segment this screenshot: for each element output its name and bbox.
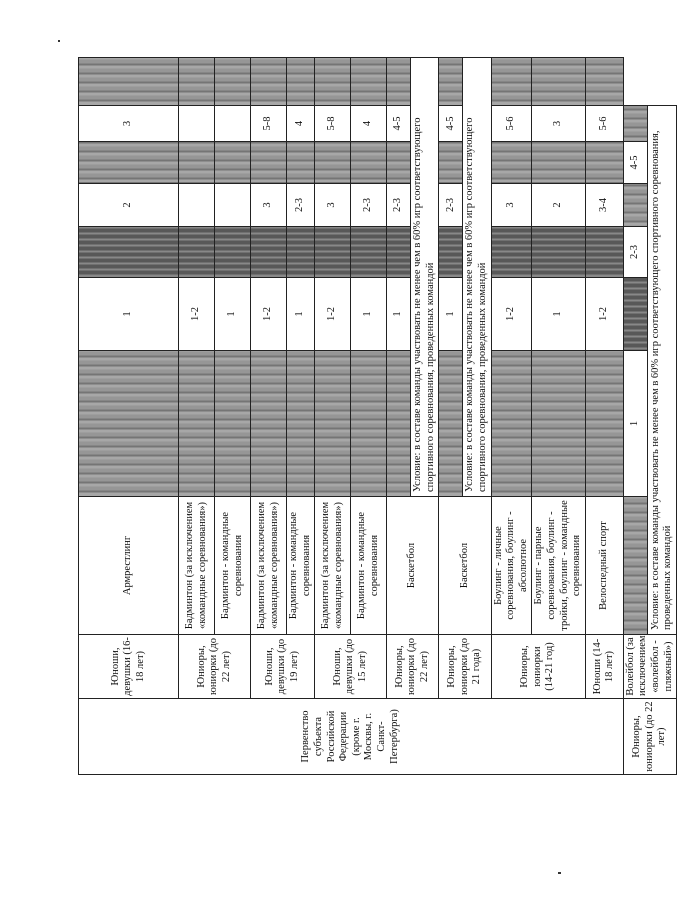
table-row (585, 58, 623, 775)
scan-speck (58, 40, 60, 42)
place-cell: 4 (351, 106, 387, 142)
shaded-cell (623, 184, 648, 227)
table-row (315, 58, 351, 775)
place-cell: 1-2 (179, 278, 215, 351)
condition-cell: Условие: в составе команды участвовать не менее чем в 60% игр соответствующего спортивного соревнования, проведенных командой (463, 58, 491, 497)
rotated-table-area (78, 58, 674, 775)
shaded-cell (351, 142, 387, 184)
place-cell: 2 (79, 184, 179, 227)
shaded-cell (215, 351, 251, 497)
place-cell: 2-3 (287, 184, 315, 227)
group-cell: Юниоры, юниорки (до 21 года) (439, 635, 491, 699)
table-row (387, 58, 411, 775)
shaded-cell (287, 351, 315, 497)
group-cell: Юниоры, юниорки (14-21 год) (491, 635, 585, 699)
place-cell: 5-8 (315, 106, 351, 142)
shaded-cell (251, 227, 287, 278)
shaded-cell (179, 227, 215, 278)
discipline-cell: Бадминтон - командные соревнования (287, 497, 315, 635)
discipline-cell: Волейбол (за исключением «волейбол - пляжный») (623, 635, 676, 699)
place-cell: 1 (351, 278, 387, 351)
discipline-cell: Боулинг - парные соревнования, боулинг - тройки, боулинг - командные соревнования (532, 497, 585, 635)
place-cell: 3 (532, 106, 585, 142)
place-cell: 2 (532, 184, 585, 227)
shaded-cell (251, 142, 287, 184)
shaded-cell (439, 58, 463, 106)
place-cell: 5-6 (491, 106, 532, 142)
shaded-cell (215, 227, 251, 278)
group-cell: Юноши, девушки (до 15 лет) (315, 635, 387, 699)
group-cell: Юноши (14-18 лет) (585, 635, 623, 699)
shaded-cell (387, 351, 411, 497)
sports-qualification-table (78, 57, 677, 775)
shaded-cell (623, 106, 648, 142)
group-cell: Юниоры, юниорки (до 22 лет) (623, 699, 676, 775)
shaded-cell (585, 351, 623, 497)
discipline-cell: Бадминтон (за исключением «командные соревнования») (179, 497, 215, 635)
place-cell: 1 (532, 278, 585, 351)
shaded-cell (315, 58, 351, 106)
group-cell: Юноши, девушки (16-18 лет) (79, 635, 179, 699)
shaded-cell (79, 58, 179, 106)
shaded-cell (387, 227, 411, 278)
group-cell: Юноши, девушки (до 19 лет) (251, 635, 315, 699)
place-cell: 1 (623, 351, 648, 497)
shaded-cell (179, 142, 215, 184)
region-cell: Первенство субъекта Российской Федерации (кроме г. Москвы, г. Санкт-Петербурга) (79, 699, 624, 775)
place-cell: 1-2 (491, 278, 532, 351)
place-cell: 3 (315, 184, 351, 227)
shaded-cell (79, 142, 179, 184)
shaded-cell (532, 58, 585, 106)
discipline-cell: Бадминтон (за исключением «командные соревнования») (251, 497, 287, 635)
shaded-cell (179, 351, 215, 497)
place-cell: 2-3 (351, 184, 387, 227)
table-row (179, 58, 215, 775)
place-cell: 1-2 (251, 278, 287, 351)
shaded-cell (215, 142, 251, 184)
place-cell: 5-8 (251, 106, 287, 142)
place-cell (179, 184, 215, 227)
shaded-cell (532, 227, 585, 278)
group-cell: Юниоры, юниорки (до 22 лет) (387, 635, 439, 699)
shaded-cell (79, 227, 179, 278)
scan-speck (558, 872, 561, 874)
place-cell: 3 (251, 184, 287, 227)
shaded-cell (351, 58, 387, 106)
shaded-cell (532, 351, 585, 497)
shaded-cell (439, 142, 463, 184)
place-cell: 2-3 (387, 184, 411, 227)
shaded-cell (585, 142, 623, 184)
shaded-cell (287, 58, 315, 106)
place-cell: 2-3 (439, 184, 463, 227)
discipline-cell: Бадминтон (за исключением «командные соревнования») (315, 497, 351, 635)
shaded-cell (179, 58, 215, 106)
place-cell: 3 (491, 184, 532, 227)
table-row (79, 58, 179, 775)
place-cell: 4-5 (387, 106, 411, 142)
table-row (491, 58, 532, 775)
shaded-cell (387, 58, 411, 106)
table-rotator (78, 58, 674, 775)
place-cell: 1 (387, 278, 411, 351)
shaded-cell (79, 351, 179, 497)
discipline-cell: Армрестлинг (79, 497, 179, 635)
shaded-cell (315, 142, 351, 184)
place-cell: 1 (215, 278, 251, 351)
shaded-cell (315, 351, 351, 497)
place-cell (179, 106, 215, 142)
condition-cell: Условие: в составе команды участвовать не менее чем в 60% игр соответствующего спортивного соревнования, проведенных командой (411, 58, 439, 497)
discipline-cell: Баскетбол (387, 497, 439, 635)
place-cell (215, 184, 251, 227)
shaded-cell (585, 58, 623, 106)
shaded-cell (251, 58, 287, 106)
shaded-cell (251, 351, 287, 497)
place-cell: 4-5 (623, 142, 648, 184)
place-cell (215, 106, 251, 142)
place-cell: 4-5 (439, 106, 463, 142)
discipline-cell: Баскетбол (439, 497, 491, 635)
place-cell: 3 (79, 106, 179, 142)
shaded-cell (439, 351, 463, 497)
place-cell: 2-3 (623, 227, 648, 278)
discipline-cell: Бадминтон - командные соревнования (351, 497, 387, 635)
shaded-cell (387, 142, 411, 184)
shaded-cell (623, 497, 648, 635)
table-row (623, 58, 648, 775)
shaded-cell (351, 351, 387, 497)
shaded-cell (351, 227, 387, 278)
table-row (251, 58, 287, 775)
discipline-cell: Велоспедный спорт (585, 497, 623, 635)
place-cell: 3-4 (585, 184, 623, 227)
shaded-cell (491, 142, 532, 184)
shaded-cell (532, 142, 585, 184)
shaded-cell (585, 227, 623, 278)
shaded-cell (287, 142, 315, 184)
place-cell: 1-2 (315, 278, 351, 351)
shaded-cell (439, 227, 463, 278)
discipline-cell: Боулинг - личные соревнования, боулинг - абсолютное (491, 497, 532, 635)
shaded-cell (215, 58, 251, 106)
place-cell: 4 (287, 106, 315, 142)
place-cell: 1-2 (585, 278, 623, 351)
condition-cell: Условие: в составе команды участвовать не менее чем в 60% игр соответствующего спортивного соревнования, проведенных командой (648, 106, 677, 635)
place-cell: 1 (287, 278, 315, 351)
shaded-cell (491, 58, 532, 106)
table-row (439, 58, 463, 775)
discipline-cell: Бадминтон - командные соревнования (215, 497, 251, 635)
group-cell: Юниоры, юниорки (до 22 лет) (179, 635, 251, 699)
shaded-cell (287, 227, 315, 278)
shaded-cell (491, 227, 532, 278)
shaded-cell (491, 351, 532, 497)
shaded-cell (315, 227, 351, 278)
place-cell: 5-6 (585, 106, 623, 142)
place-cell: 1 (439, 278, 463, 351)
shaded-cell (623, 278, 648, 351)
place-cell: 1 (79, 278, 179, 351)
